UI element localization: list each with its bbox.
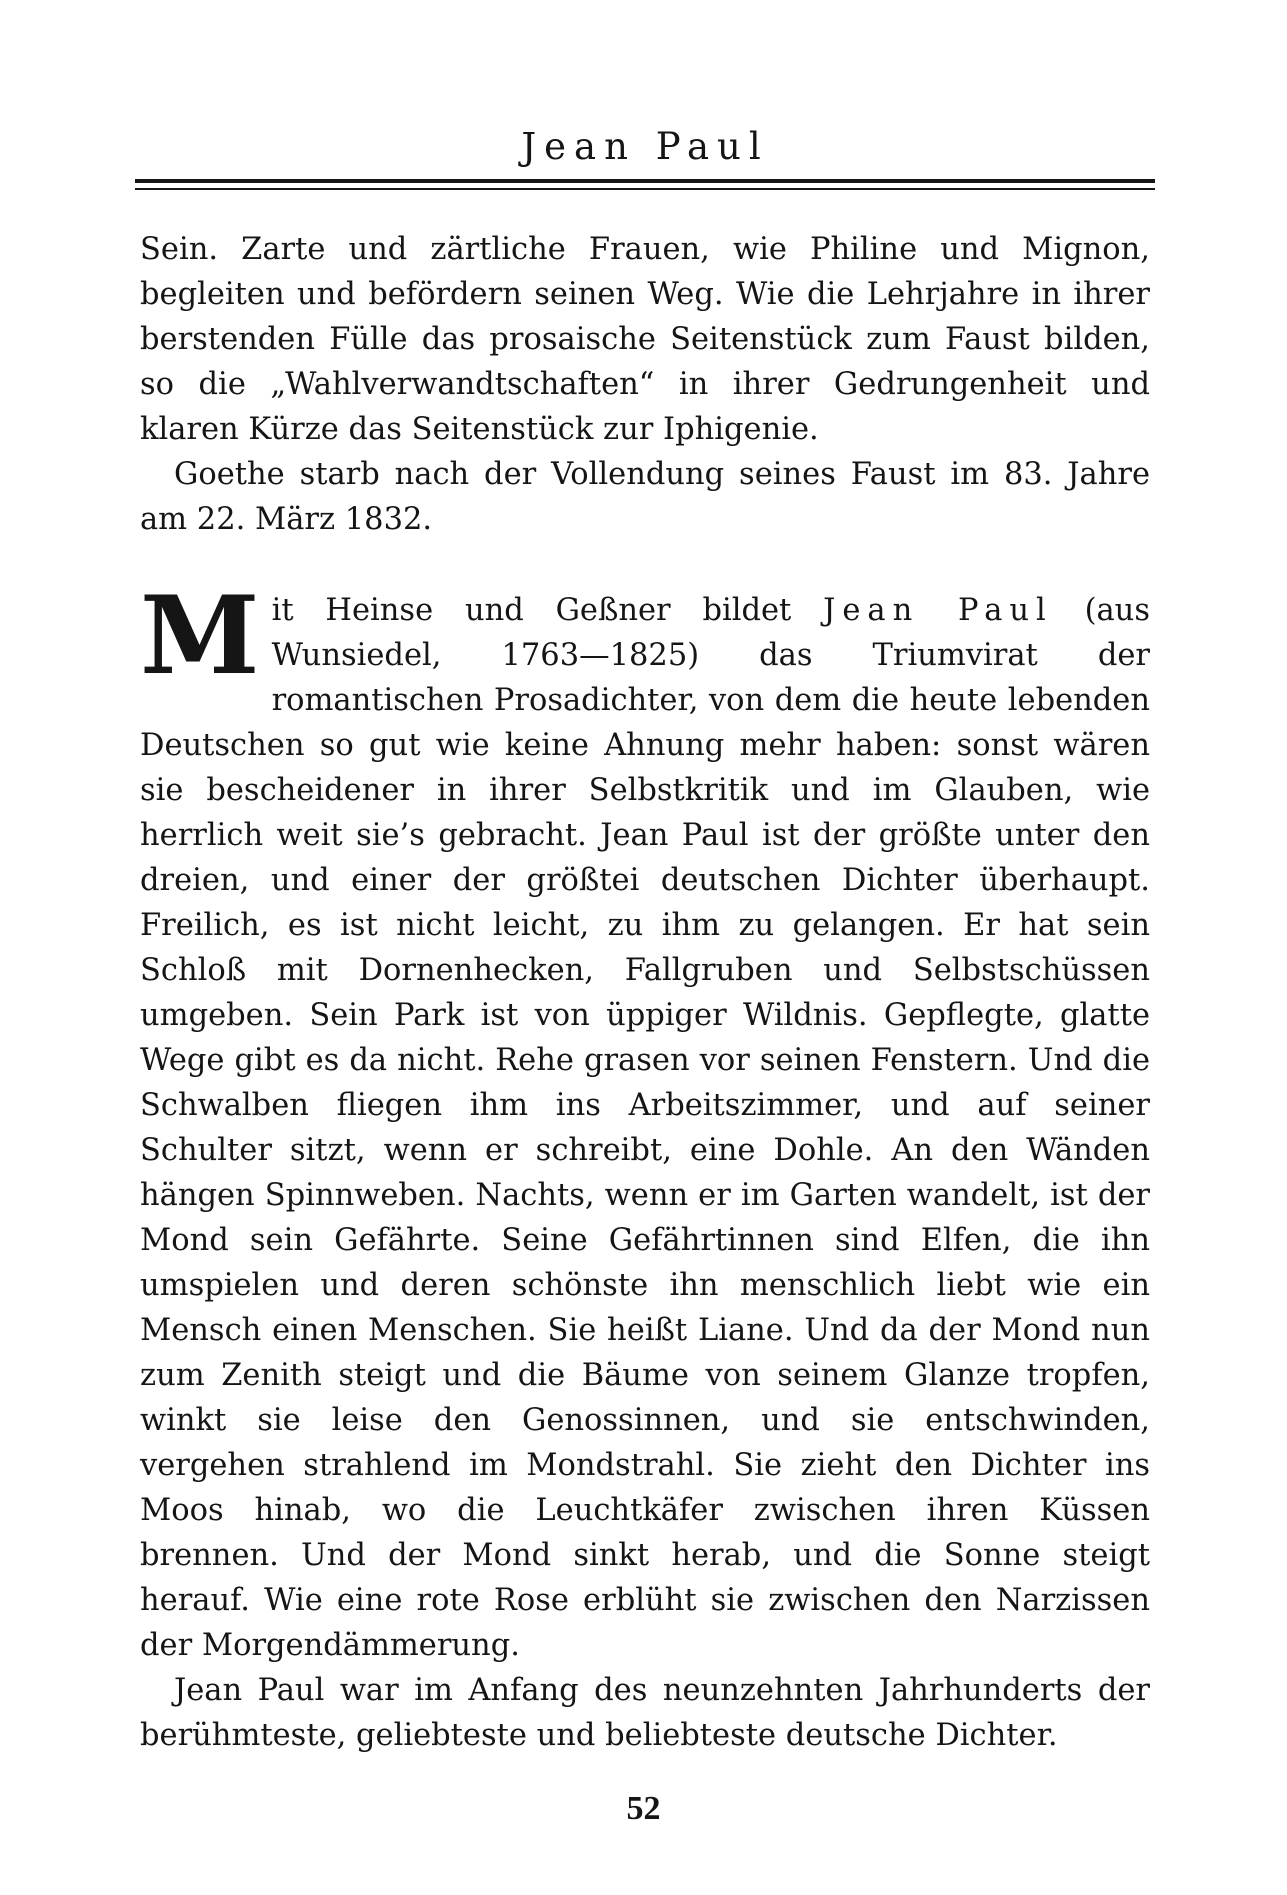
paragraph-jean-paul-fame: Jean Paul war im Anfang des neunzehnten Jahrhunderts der berühmteste, geliebteste und beliebteste deutsche Dichter. [140,1673,1150,1753]
paragraph-lead: it Heinse und Geßner bildet [271,593,824,628]
text-block-goethe [140,227,1150,542]
drop-cap-initial: M [140,573,260,699]
paragraph-jean-paul-intro [140,573,1150,1668]
author-name-spaced: Jean Paul [823,593,1053,628]
paragraph-goethe-works: Sein. Zarte und zärtliche Frauen, wie Philine und Mignon, begleiten und befördern seinen Weg. Wie die Lehrjahre in ihrer berstenden Fülle das prosaische Seitenstück zum Faust bilden, so die „Wahlverwandtschaften“ in ihrer Gedrungenheit und klaren Kürze das Seitenstück zur Iphigenie. [140,232,1150,447]
header-rule-thick [135,179,1155,183]
header-rule-thin [135,188,1155,190]
paragraph-goethe-death: Goethe starb nach der Vollendung seines Faust im 83. Jahre am 22. März 1832. [140,457,1150,537]
text-block-jean-paul [140,573,1150,1758]
running-title: Jean Paul [521,125,769,168]
paragraph-body: (aus Wunsiedel, 1763—1825) das Triumvirat der romantischen Prosadichter, von dem die heute lebenden Deutschen so gut wie keine Ahnung mehr haben: sonst wären sie bescheidener in ihrer Selbstkritik und im Glauben, wie herrlich weit sie’s gebracht. Jean Paul ist der größte unter den dreien, und einer der größtei deutschen Dichter überhaupt. Freilich, es ist nicht leicht, zu ihm zu gelangen. Er hat sein Schloß mit Dornenhecken, Fallgruben und Selbstschüssen umgeben. Sein Park ist von üppiger Wildnis. Gepflegte, glatte Wege gibt es da nicht. Rehe grasen vor seinen Fenstern. Und die Schwalben fliegen ihm ins Arbeitszimmer, und auf seiner Schulter sitzt, wenn er schreibt, eine Dohle. An den Wänden hängen Spinnweben. Nachts, wenn er im Garten wandelt, ist der Mond sein Gefährte. Seine Gefährtinnen sind Elfen, die ihn umspielen und deren schönste ihn menschlich liebt wie ein Mensch einen Menschen. Sie heißt Liane. Und da der Mond nun zum Zenith steigt und die Bäume von seinem Glanze tropfen, winkt sie leise den Genossinnen, und sie entschwinden, vergehen strahlend im Mondstrahl. Sie zieht den Dichter ins Moos hinab, wo die Leuchtkäfer zwischen ihren Küssen brennen. Und der Mond sinkt herab, und die Sonne steigt herauf. Wie eine rote Rose erblüht sie zwischen den Narzissen der Morgendämmerung. [140,593,1150,1663]
page-number: 52 [626,1790,661,1827]
